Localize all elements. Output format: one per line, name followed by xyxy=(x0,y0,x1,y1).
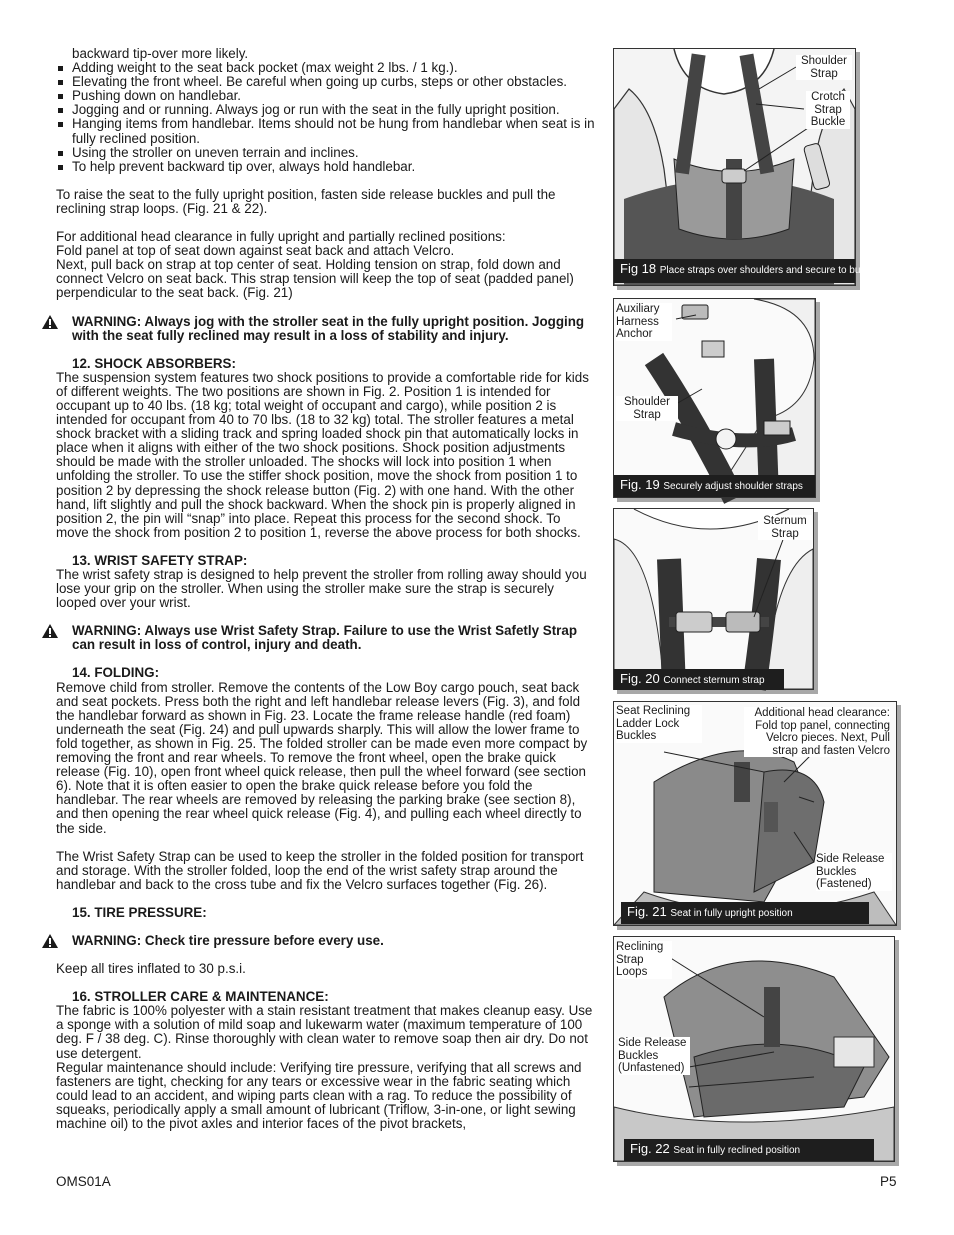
bullet-item: Using the stroller on uneven terrain and inclines. xyxy=(56,146,596,160)
head-clearance-fold-line: Fold panel at top of seat down against seat back and attach Velcro. xyxy=(56,243,455,259)
fig21-caption-text: Seat in fully upright position xyxy=(670,908,793,919)
fig22-caption xyxy=(624,1139,874,1161)
body-text-column xyxy=(56,47,596,1131)
bullet-item: To help prevent backward tip over, always hold handlebar. xyxy=(56,160,596,174)
fig22-number: Fig. 22 xyxy=(630,1141,670,1156)
warning-jog-text: WARNING: Always jog with the stroller seat in the fully upright position. Jogging with the seat fully reclined may result in a loss of stability and injury. xyxy=(72,313,585,343)
fig21-number: Fig. 21 xyxy=(627,904,667,919)
figure-20 xyxy=(613,508,814,690)
section-12-text: The suspension system features two shock positions to provide a comfortable ride for kids of different weights. The two positions are shown in Fig. 2. Position 1 is intended for occupant up to 40 lbs. (18 kg; total weight of occupant and cargo), while position 2 is intended for occupant from 40 to 70 lbs. (18 to 32 kg) total. The stroller features a metal shock bracket with a sliding track and spring loaded shock pin that automatically locks in place when it aligns with either of the two shock positions. Shock position adjustments should be made with the stroller unloaded. The shocks will lock into position 1 when unfolding the stroller. To use the stiffer shock position, move the shock from position 1 to position 2 by depressing the shock release button (Fig. 2) with one hand. With the other hand, lift slightly and pull the shock backward. When the shock pin is properly aligned in position 2, the pin will “snap” into place. Repeat this process for the second shock. To move the shock from position 2 to position 1, reverse the above process for both shocks. xyxy=(56,369,589,540)
bullet-item: Elevating the front wheel. Be careful when going up curbs, steps or other obstacles. xyxy=(56,75,596,89)
bullet-item: Jogging and or running. Always jog or run with the seat in the fully upright position. xyxy=(56,103,596,117)
section-16-text: The fabric is 100% polyester with a stain resistant treatment that makes cleanup easy. Use a sponge with a solution of mild soap and lukewarm water (maximum temperature of 100 deg. F / 38 deg. C). Rinse thoroughly with clean water to remove soap then air dry. Do not use detergent. xyxy=(56,1003,593,1061)
warning-tire-pressure xyxy=(56,934,596,948)
fig19-label-shoulder-strap: Shoulder Strap xyxy=(616,396,678,421)
fig18-caption xyxy=(614,259,881,283)
fig21-label-head-clearance: Additional head clearance: Fold top panel, connecting Velcro pieces. Next, Pull strap and fasten Velcro xyxy=(744,707,890,757)
figure-22 xyxy=(613,936,895,1162)
footer-page-number: P5 xyxy=(880,1174,897,1189)
section-15-heading: 15. TIRE PRESSURE: xyxy=(72,904,207,920)
section-14-wrist-text: The Wrist Safety Strap can be used to keep the stroller in the folded position for transport and storage. With the stroller folded, loop the end of the wrist safety strap around the handlebar and back to the cross tube and fix the Velcro surfaces together (Fig. 26). xyxy=(56,848,584,892)
fig18-label-crotch-buckle: Crotch Strap Buckle xyxy=(806,91,850,129)
raise-seat-paragraph: To raise the seat to the fully upright position, fasten side release buckles and pull the reclining strap loops. (Fig. 21 & 22). xyxy=(56,186,556,216)
tip-over-bullet-list xyxy=(56,61,596,174)
fig21-label-side-buckles-fastened: Side Release Buckles (Fastened) xyxy=(816,853,892,891)
fig19-caption xyxy=(614,475,815,497)
section-16-maintenance-text: Regular maintenance should include: Verifying tire pressure, verifying that all screws and fasteners are tight, checking for any tears or excessive wear in the fabric seating which could lead to an accident, and wiping parts clean with a rag. To reduce the possibility of squeaks, periodically apply a small amount of lubricant (Triflow, 3-in-one, or light sewing machine oil) to the pivot axles and interior faces of the pivot brackets, xyxy=(56,1059,582,1131)
section-14-heading: 14. FOLDING: xyxy=(72,665,160,681)
fig20-caption-text: Connect sternum strap xyxy=(663,675,765,686)
figure-21 xyxy=(613,701,897,926)
section-15-text: Keep all tires inflated to 30 p.s.i. xyxy=(56,961,246,977)
fig18-label-shoulder-strap: Shoulder Strap xyxy=(796,55,852,80)
child-harness-illustration xyxy=(614,49,855,285)
fig20-label-sternum-strap: Sternum Strap xyxy=(758,515,812,540)
bullet-item: Pushing down on handlebar. xyxy=(56,89,596,103)
fig19-caption-text: Securely adjust shoulder straps xyxy=(663,481,803,492)
section-12-heading: 12. SHOCK ABSORBERS: xyxy=(72,355,236,371)
fig21-label-ladder-lock: Seat Reclining Ladder Lock Buckles xyxy=(616,705,702,743)
section-14-text: Remove child from stroller. Remove the contents of the Low Boy cargo pouch, seat back and seat pockets. Press both the right and left handlebar release levers (Fig. 3), and fold the handlebar forward as shown in Fig. 23. Locate the frame release handle (red foam) underneath the seat (Fig. 24) and pull upwards sharply. This will allow the lower frame to fold together, as shown in Fig. 25. The folded stroller can be made even more compact by removing the front and rear wheels. To remove the front wheel, open the brake quick release (Fig. 10), open front wheel quick release, then pull the wheel forward (see section 6). Note that it is often easier to open the brake quick release before you fold the handlebar. The rear wheels are removed by releasing the parking brake (see section 8), and then opening the rear wheel quick release (Fig. 4), and pulling each wheel directly to the side. xyxy=(56,679,588,836)
footer-doc-code: OMS01A xyxy=(56,1174,111,1189)
section-13-heading: 13. WRIST SAFETY STRAP: xyxy=(72,552,248,568)
warning-wrist-strap xyxy=(56,624,596,652)
fig19-label-auxiliary-anchor: Auxiliary Harness Anchor xyxy=(616,303,672,341)
bullet-item: Hanging items from handlebar. Items should not be hung from handlebar when seat is in fully reclined position. xyxy=(56,117,596,145)
fig22-label-side-buckles-unfastened: Side Release Buckles (Unfastened) xyxy=(618,1037,690,1075)
fig20-number: Fig. 20 xyxy=(620,671,660,686)
fig18-caption-text: Place straps over shoulders and secure to buckle. xyxy=(659,265,881,276)
fig22-caption-text: Seat in fully reclined position xyxy=(673,1145,801,1156)
head-clearance-heading-line: For additional head clearance in fully upright and partially reclined positions: xyxy=(56,229,506,245)
warning-tire-pressure-text: WARNING: Check tire pressure before every use. xyxy=(72,932,384,948)
intro-line: backward tip-over more likely. xyxy=(72,46,249,61)
fig18-number: Fig 18 xyxy=(620,261,657,276)
figure-18 xyxy=(613,48,881,286)
warning-triangle-icon xyxy=(42,315,58,329)
fig22-label-reclining-loops: Reclining Strap Loops xyxy=(616,941,672,979)
fig19-number: Fig. 19 xyxy=(620,477,660,492)
bullet-item: Adding weight to the seat back pocket (max weight 2 lbs. / 1 kg.). xyxy=(56,61,596,75)
warning-jog xyxy=(56,315,596,343)
warning-triangle-icon xyxy=(42,934,58,948)
fig21-caption xyxy=(621,902,869,924)
head-clearance-strap-paragraph: Next, pull back on strap at top center of seat. Holding tension on strap, fold down and connect Velcro on seat back. This strap tension will keep the top of seat (padded panel) perpendicular to the seat back. (Fig. 21) xyxy=(56,257,574,301)
section-16-heading: 16. STROLLER CARE & MAINTENANCE: xyxy=(72,989,329,1005)
fig20-caption xyxy=(614,669,784,690)
warning-triangle-icon xyxy=(42,624,58,638)
warning-wrist-strap-text: WARNING: Always use Wrist Safety Strap. Failure to use the Wrist Safetly Strap can result in loss of control, injury and death. xyxy=(72,623,577,653)
figure-19 xyxy=(613,298,816,498)
section-13-text: The wrist safety strap is designed to help prevent the stroller from rolling away should you lose your grip on the stroller. When using the stroller make sure the strap is securely looped over your wrist. xyxy=(56,567,587,611)
